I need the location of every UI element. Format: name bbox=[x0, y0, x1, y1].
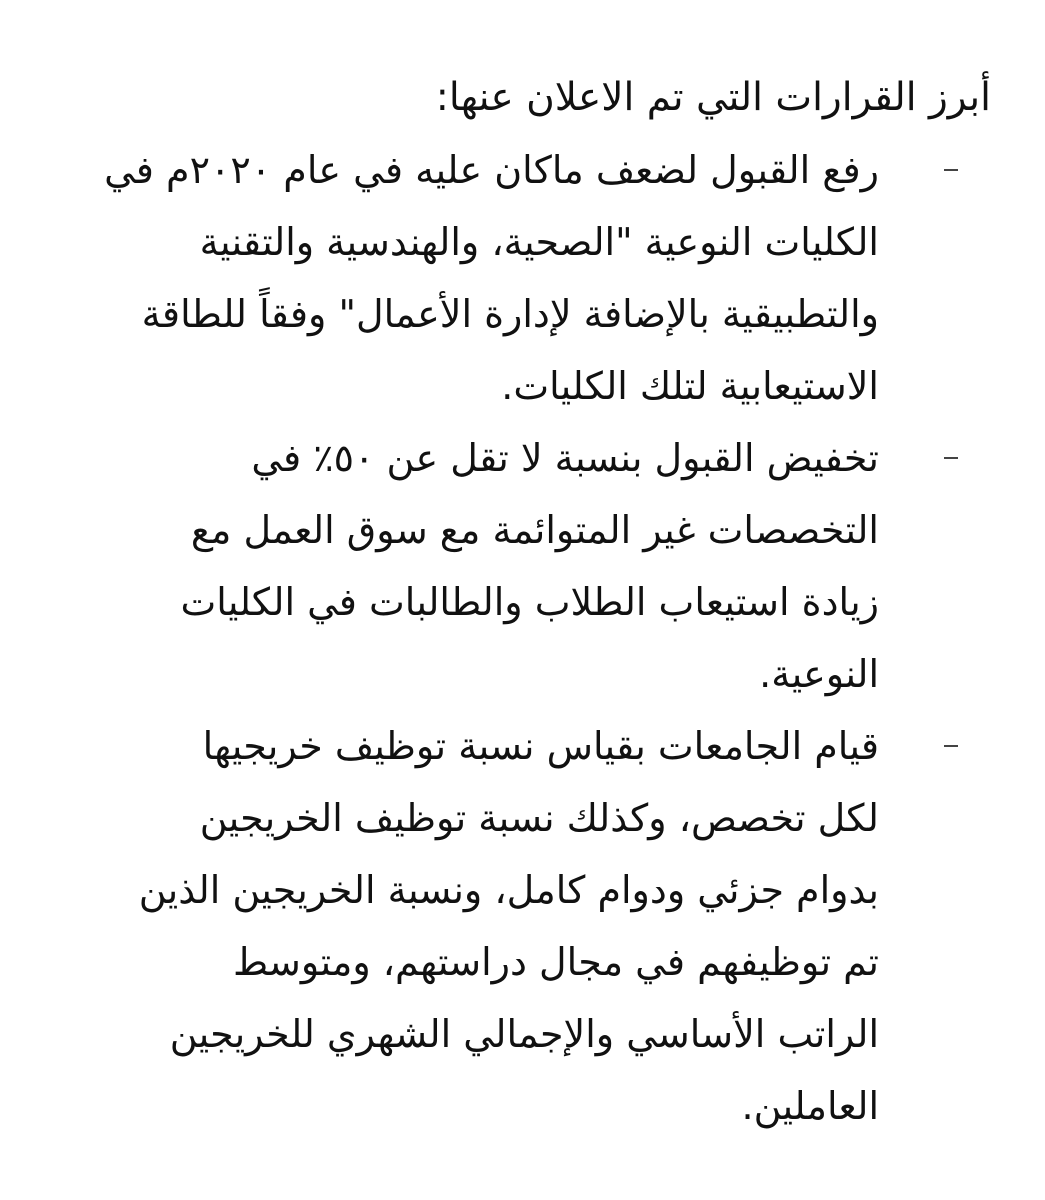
decision-item-2-line-2: التخصصات غير المتوائمة مع سوق العمل مع bbox=[190, 508, 879, 552]
decision-item-3-line-5: الراتب الأساسي والإجمالي الشهري للخريجين bbox=[169, 1012, 879, 1056]
dash-bullet-icon bbox=[944, 457, 958, 459]
decision-item-3-line-1: قيام الجامعات بقياس نسبة توظيف خريجيها bbox=[202, 724, 879, 768]
decision-item-3-line-2: لكل تخصص، وكذلك نسبة توظيف الخريجين bbox=[199, 796, 879, 840]
decision-item-3-text bbox=[58, 710, 879, 1142]
decision-item-1-line-1: رفع القبول لضعف ماكان عليه في عام ٢٠٢٠م في bbox=[104, 148, 879, 192]
decision-item-1-line-4: الاستيعابية لتلك الكليات. bbox=[501, 364, 879, 408]
decision-item-2-line-4: النوعية. bbox=[759, 652, 879, 696]
decision-item-3-line-4: تم توظيفهم في مجال دراستهم، ومتوسط bbox=[232, 940, 879, 984]
decision-item-2-line-3: زيادة استيعاب الطلاب والطالبات في الكليات bbox=[180, 580, 879, 624]
decision-item-2 bbox=[58, 422, 991, 710]
dash-bullet-icon bbox=[944, 169, 958, 171]
decision-item-3 bbox=[58, 710, 991, 1142]
decision-item-3-line-3: بدوام جزئي ودوام كامل، ونسبة الخريجين الذين bbox=[138, 868, 879, 912]
decision-item-1-line-3: والتطبيقية بالإضافة لإدارة الأعمال" وفقاً للطاقة bbox=[141, 292, 879, 336]
decision-item-1-text bbox=[58, 134, 879, 422]
dash-bullet-icon bbox=[944, 745, 958, 747]
decisions-list bbox=[58, 134, 991, 1142]
decision-item-1-line-2: الكليات النوعية "الصحية، والهندسية والتقنية bbox=[199, 220, 879, 264]
decision-item-3-line-6: العاملين. bbox=[741, 1084, 879, 1128]
decision-item-2-text bbox=[58, 422, 879, 710]
document-heading: أبرز القرارات التي تم الاعلان عنها: bbox=[435, 75, 991, 120]
decision-item-1 bbox=[58, 134, 991, 422]
decision-item-2-line-1: تخفيض القبول بنسبة لا تقل عن ٥٠٪ في bbox=[251, 436, 879, 480]
